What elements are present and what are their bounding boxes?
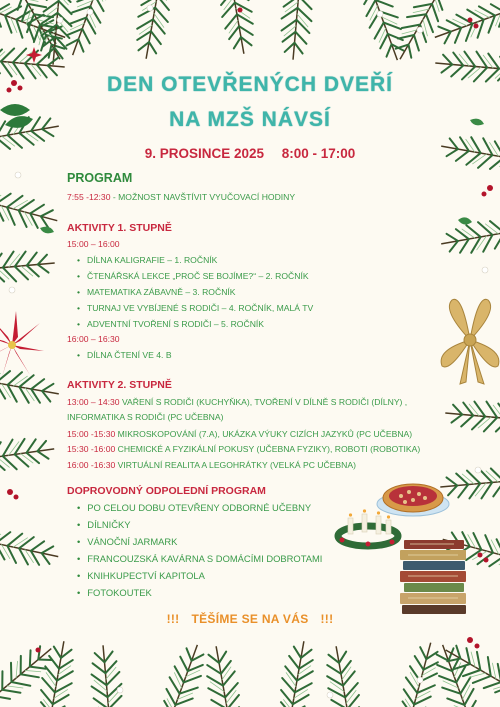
list-item: • FOTOKOUTEK <box>77 587 152 598</box>
exclamation-right: !!! <box>320 612 334 626</box>
doprovodny-heading: DOPROVODNÝ ODPOLEDNÍ PROGRAM <box>67 485 266 497</box>
exclamation-left: !!! <box>166 612 180 626</box>
list-item: • ČTENÁŘSKÁ LEKCE „PROČ SE BOJÍME?“ – 2. ROČNÍK <box>77 271 309 281</box>
list-item: • MATEMATIKA ZÁBAVNĚ – 3. ROČNÍK <box>77 287 236 297</box>
program-line <box>67 192 295 202</box>
aktivity2-row: 15:30 -16:00 CHEMICKÉ A FYZIKÁLNÍ POKUSY (UČEBNA FYZIKY), ROBOTI (ROBOTIKA) <box>67 444 421 454</box>
closing-line <box>0 612 500 626</box>
aktivity1-heading: AKTIVITY 1. STUPNĚ <box>67 222 172 234</box>
program-time: 7:55 -12:30 <box>67 192 111 202</box>
closing-text: TĚŠÍME SE NA VÁS <box>191 612 309 626</box>
title-line-2: NA MZŠ NÁVSÍ <box>169 108 331 131</box>
list-item: • PO CELOU DOBU OTEVŘENY ODBORNÉ UČEBNY <box>77 502 311 513</box>
program-heading: PROGRAM <box>67 171 133 185</box>
list-item: • DÍLNA KALIGRAFIE – 1. ROČNÍK <box>77 255 217 265</box>
aktivity2-row: 13:00 – 14:30 VAŘENÍ S RODIČI (KUCHYŇKA), TVOŘENÍ V DÍLNĚ S RODIČI (DÍLNY) , <box>67 397 408 407</box>
list-item: • ADVENTNÍ TVOŘENÍ S RODIČI – 5. ROČNÍK <box>77 319 264 329</box>
aktivity2-row: INFORMATIKA S RODIČI (PC UČEBNA) <box>67 412 224 422</box>
aktivity1-time-1: 15:00 – 16:00 <box>67 239 120 249</box>
list-item: • TURNAJ VE VYBÍJENÉ S RODIČI – 4. ROČNÍK, MALÁ TV <box>77 303 313 313</box>
list-item: • FRANCOUZSKÁ KAVÁRNA S DOMÁCÍMI DOBROTAMI <box>77 553 322 564</box>
list-item: • DÍLNIČKY <box>77 519 131 530</box>
event-time: 8:00 - 17:00 <box>281 146 356 161</box>
list-item: • KNIHKUPECTVÍ KAPITOLA <box>77 570 205 581</box>
title-line-1: DEN OTEVŘENÝCH DVEŘÍ <box>106 73 394 96</box>
event-date: 9. PROSINCE 2025 <box>144 146 264 161</box>
aktivity2-heading: AKTIVITY 2. STUPNĚ <box>67 379 172 391</box>
program-text: - MOŽNOST NAVŠTÍVIT VYUČOVACÍ HODINY <box>110 192 296 202</box>
list-item: • VÁNOČNÍ JARMARK <box>77 536 177 547</box>
list-item: • DÍLNA ČTENÍ VE 4. B <box>77 350 172 360</box>
date-line <box>0 146 500 161</box>
aktivity2-row: 16:00 -16:30 VIRTUÁLNÍ REALITA A LEGOHRÁTKY (VELKÁ PC UČEBNA) <box>67 460 356 470</box>
aktivity2-row: 15:00 -15:30 MIKROSKOPOVÁNÍ (7.A), UKÁZKA VÝUKY CIZÍCH JAZYKŮ (PC UČEBNA) <box>67 429 413 439</box>
aktivity1-time-2: 16:00 – 16:30 <box>67 334 120 344</box>
